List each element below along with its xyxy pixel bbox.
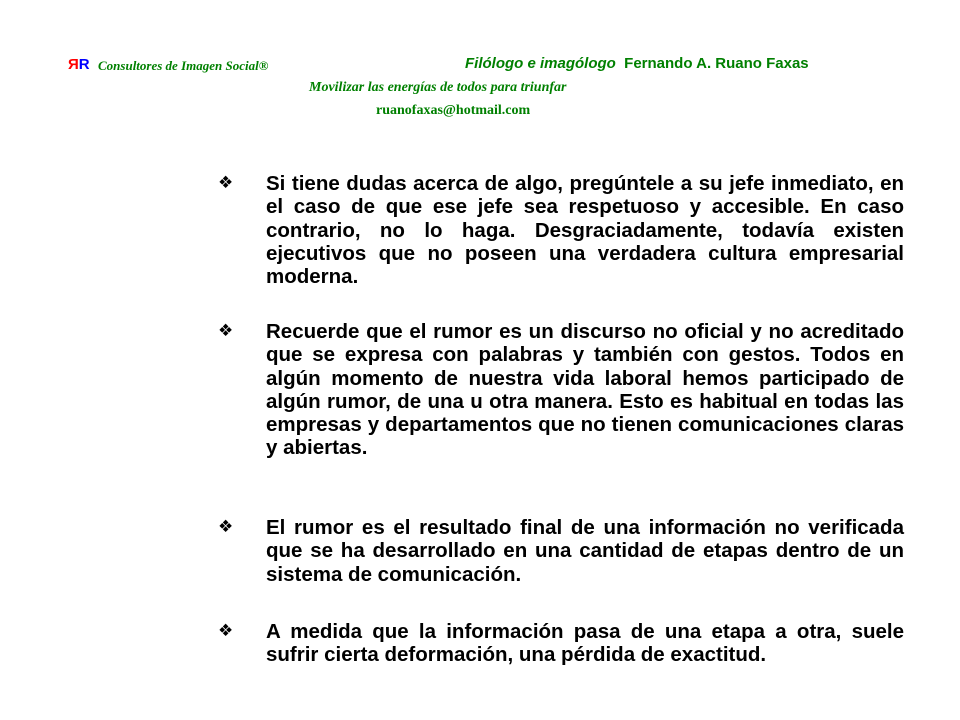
- author-role: Filólogo e imagólogo: [465, 55, 616, 72]
- bullet-text: Recuerde que el rumor es un discurso no oficial y no acreditado que se expresa con palabras y también con gestos. Todos en algún momento de nuestra vida laboral hemos participado de algún rumor, de una u otra manera. Esto es habitual en todas las empresas y departamentos que no tienen comunicaciones claras y abiertas.: [266, 320, 904, 460]
- logo-letter-ya: Я: [68, 56, 79, 73]
- bullet-item: [218, 320, 904, 460]
- company-name: Consultores de Imagen Social®: [98, 58, 269, 73]
- motto: Movilizar las energías de todos para triunfar: [309, 80, 567, 95]
- diamond-bullet-icon: ❖: [218, 517, 234, 537]
- diamond-bullet-icon: ❖: [218, 321, 234, 341]
- bullet-text: A medida que la información pasa de una etapa a otra, suele sufrir cierta deformación, una pérdida de exactitud.: [266, 620, 904, 667]
- company-logo: [68, 56, 90, 73]
- author-email: ruanofaxas@hotmail.com: [376, 103, 531, 118]
- bullet-item: [218, 516, 904, 586]
- bullet-item: [218, 172, 904, 288]
- diamond-bullet-icon: ❖: [218, 621, 234, 641]
- author-name: Fernando A. Ruano Faxas: [624, 55, 809, 72]
- author-line: [465, 55, 809, 72]
- logo-letter-r: R: [78, 56, 90, 73]
- bullet-text: El rumor es el resultado final de una información no verificada que se ha desarrollado en una cantidad de etapas dentro de un sistema de comunicación.: [266, 516, 904, 586]
- bullet-item: [218, 620, 904, 667]
- bullet-text: Si tiene dudas acerca de algo, pregúntele a su jefe inmediato, en el caso de que ese jefe sea respetuoso y accesible. En caso contrario, no lo haga. Desgraciadamente, todavía existen ejecutivos que no poseen una verdadera cultura empresarial moderna.: [266, 172, 904, 289]
- diamond-bullet-icon: ❖: [218, 173, 234, 193]
- page-header: [0, 0, 960, 130]
